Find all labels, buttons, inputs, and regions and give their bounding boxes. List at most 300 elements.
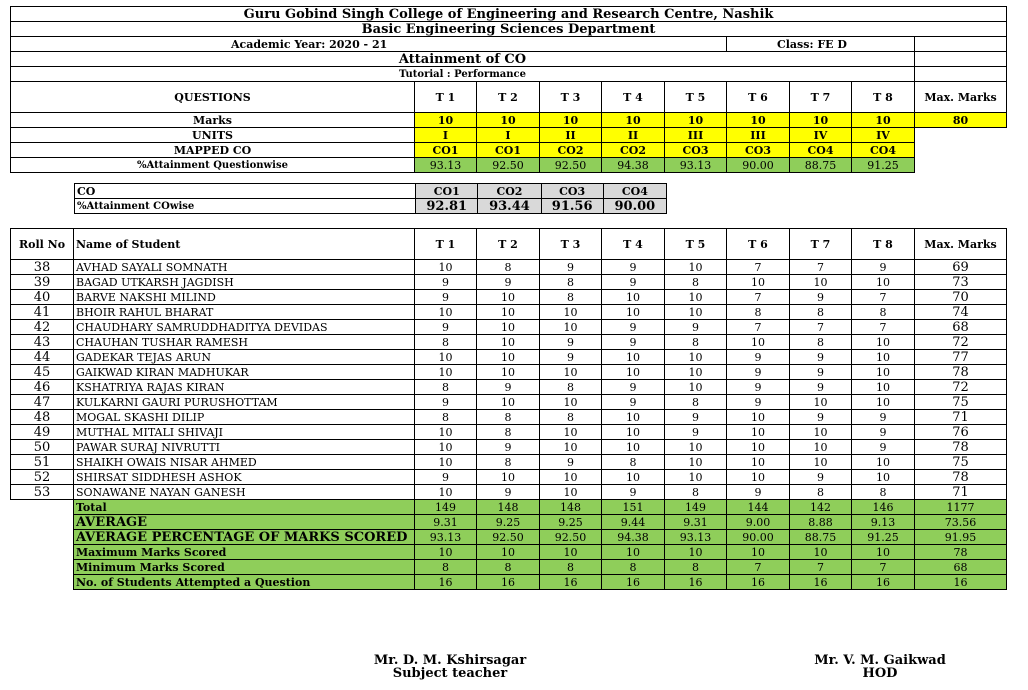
student-row: [11, 380, 1007, 395]
summary-cell: 10: [540, 545, 602, 560]
marks-cell: 10: [790, 113, 852, 128]
mark-cell: 9: [602, 260, 665, 275]
roll-no: 47: [11, 395, 74, 410]
student-row: [11, 410, 1007, 425]
student-row: [11, 440, 1007, 455]
summary-cell: 8.88: [790, 515, 852, 530]
mark-cell: 9: [790, 380, 852, 395]
mark-cell: 10: [790, 275, 852, 290]
mark-cell: 10: [540, 365, 602, 380]
mark-cell: 9: [852, 260, 915, 275]
roll-no: 42: [11, 320, 74, 335]
total-marks: 74: [915, 305, 1007, 320]
mark-cell: 10: [602, 305, 665, 320]
marks-cell: 10: [852, 113, 915, 128]
questions-label: QUESTIONS: [11, 82, 415, 113]
summary-label: AVERAGE PERCENTAGE OF MARKS SCORED: [74, 530, 415, 545]
mark-cell: 8: [415, 410, 477, 425]
mark-cell: 10: [665, 440, 727, 455]
question-header: T 1: [415, 229, 477, 260]
mark-cell: 10: [727, 440, 790, 455]
summary-label: Minimum Marks Scored: [74, 560, 415, 575]
total-marks: 71: [915, 410, 1007, 425]
roll-no-header: Roll No: [11, 229, 74, 260]
mark-cell: 10: [415, 350, 477, 365]
mapped-co-cell: CO2: [540, 143, 602, 158]
summary-cell: 10: [415, 545, 477, 560]
unit-cell: II: [540, 128, 602, 143]
roll-no: 51: [11, 455, 74, 470]
summary-cell: 94.38: [602, 530, 665, 545]
total-marks: 72: [915, 335, 1007, 350]
summary-cell: 7: [790, 560, 852, 575]
mark-cell: 10: [727, 275, 790, 290]
summary-cell: 10: [665, 545, 727, 560]
roll-no: 48: [11, 410, 74, 425]
co-attainment-header-table: [10, 6, 1007, 173]
mark-cell: 10: [540, 485, 602, 500]
student-row: [11, 365, 1007, 380]
summary-cell: 16: [602, 575, 665, 590]
mark-cell: 10: [852, 455, 915, 470]
question-header: T 3: [540, 229, 602, 260]
attainment-cowise-label: %Attainment COwise: [75, 199, 416, 214]
student-row: [11, 350, 1007, 365]
mark-cell: 9: [727, 395, 790, 410]
mark-cell: 10: [602, 410, 665, 425]
summary-cell: 93.13: [415, 530, 477, 545]
question-header: T 3: [540, 82, 602, 113]
student-name: GADEKAR TEJAS ARUN: [74, 350, 415, 365]
mark-cell: 9: [852, 410, 915, 425]
mark-cell: 10: [540, 425, 602, 440]
question-header: T 2: [477, 229, 540, 260]
mark-cell: 9: [727, 365, 790, 380]
student-row: [11, 275, 1007, 290]
mark-cell: 9: [477, 275, 540, 290]
mark-cell: 10: [602, 425, 665, 440]
summary-cell: 92.50: [477, 530, 540, 545]
summary-cell: 7: [852, 560, 915, 575]
mapped-co-cell: CO3: [727, 143, 790, 158]
mark-cell: 8: [540, 290, 602, 305]
report-title: Attainment of CO: [11, 52, 915, 67]
unit-cell: I: [415, 128, 477, 143]
mark-cell: 10: [415, 365, 477, 380]
mark-cell: 8: [790, 305, 852, 320]
marks-cell: 10: [602, 113, 665, 128]
blank-cell: [11, 515, 74, 530]
mark-cell: 10: [852, 275, 915, 290]
mark-cell: 9: [790, 290, 852, 305]
student-name: KULKARNI GAURI PURUSHOTTAM: [74, 395, 415, 410]
mapped-co-cell: CO2: [602, 143, 665, 158]
student-row: [11, 470, 1007, 485]
marks-cell: 10: [665, 113, 727, 128]
co-header: CO3: [541, 184, 603, 199]
student-row: [11, 455, 1007, 470]
question-header: T 7: [790, 82, 852, 113]
summary-cell: 92.50: [540, 530, 602, 545]
blank-cell: [11, 575, 74, 590]
mark-cell: 7: [852, 290, 915, 305]
mark-cell: 9: [665, 425, 727, 440]
blank-cell: [915, 67, 1007, 82]
units-label: UNITS: [11, 128, 415, 143]
attainment-cell: 88.75: [790, 158, 852, 173]
student-name: PAWAR SURAJ NIVRUTTI: [74, 440, 415, 455]
mark-cell: 8: [477, 260, 540, 275]
mark-cell: 8: [852, 485, 915, 500]
summary-cell: 8: [415, 560, 477, 575]
mark-cell: 10: [602, 350, 665, 365]
mark-cell: 8: [790, 335, 852, 350]
marks-cell: 10: [727, 113, 790, 128]
hod-role: HOD: [862, 666, 898, 681]
mark-cell: 7: [727, 260, 790, 275]
summary-cell: 8: [477, 560, 540, 575]
summary-cell: 10: [602, 545, 665, 560]
summary-row: [11, 575, 1007, 590]
co-header: CO4: [603, 184, 666, 199]
roll-no: 52: [11, 470, 74, 485]
student-row: [11, 485, 1007, 500]
summary-cell: 10: [727, 545, 790, 560]
attainment-cell: 93.13: [415, 158, 477, 173]
student-name: BAGAD UTKARSH JAGDISH: [74, 275, 415, 290]
marks-cell: 10: [477, 113, 540, 128]
question-header: T 6: [727, 82, 790, 113]
question-header: T 2: [477, 82, 540, 113]
question-header: T 8: [852, 82, 915, 113]
summary-cell: 149: [415, 500, 477, 515]
student-name: SHAIKH OWAIS NISAR AHMED: [74, 455, 415, 470]
college-name: Guru Gobind Singh College of Engineering and Research Centre, Nashik: [11, 7, 1007, 22]
mark-cell: 10: [540, 305, 602, 320]
student-row: [11, 395, 1007, 410]
mark-cell: 9: [852, 425, 915, 440]
total-marks: 78: [915, 365, 1007, 380]
academic-year: Academic Year: 2020 - 21: [11, 37, 727, 52]
mark-cell: 10: [477, 290, 540, 305]
student-name: GAIKWAD KIRAN MADHUKAR: [74, 365, 415, 380]
mark-cell: 7: [790, 260, 852, 275]
mark-cell: 9: [790, 350, 852, 365]
summary-row: [11, 515, 1007, 530]
roll-no: 53: [11, 485, 74, 500]
summary-total: 78: [915, 545, 1007, 560]
summary-cell: 9.31: [665, 515, 727, 530]
total-marks: 77: [915, 350, 1007, 365]
mapped-co-cell: CO4: [790, 143, 852, 158]
class-label: Class: FE D: [727, 37, 915, 52]
summary-row: [11, 530, 1007, 545]
blank-cell: [915, 158, 1007, 173]
question-header: T 1: [415, 82, 477, 113]
mark-cell: 9: [602, 335, 665, 350]
blank-cell: [915, 37, 1007, 52]
mark-cell: 9: [602, 485, 665, 500]
question-header: T 4: [602, 82, 665, 113]
summary-label: Total: [74, 500, 415, 515]
mark-cell: 9: [477, 485, 540, 500]
mark-cell: 9: [852, 440, 915, 455]
summary-cell: 88.75: [790, 530, 852, 545]
attainment-cell: 92.50: [540, 158, 602, 173]
mark-cell: 10: [540, 440, 602, 455]
mark-cell: 9: [540, 455, 602, 470]
student-row: [11, 320, 1007, 335]
summary-row: [11, 500, 1007, 515]
summary-cell: 90.00: [727, 530, 790, 545]
mark-cell: 10: [540, 320, 602, 335]
mark-cell: 10: [727, 335, 790, 350]
mark-cell: 8: [415, 335, 477, 350]
attainment-cell: 90.00: [727, 158, 790, 173]
co-attainment-cell: 92.81: [416, 199, 478, 214]
mark-cell: 8: [852, 305, 915, 320]
summary-cell: 10: [790, 545, 852, 560]
summary-total: 91.95: [915, 530, 1007, 545]
question-header: T 5: [665, 82, 727, 113]
mapped-co-cell: CO1: [415, 143, 477, 158]
co-label: CO: [75, 184, 416, 199]
student-row: [11, 335, 1007, 350]
mark-cell: 10: [852, 470, 915, 485]
student-marks-table: [10, 228, 1007, 590]
mark-cell: 10: [665, 290, 727, 305]
mark-cell: 10: [665, 380, 727, 395]
student-name: MUTHAL MITALI SHIVAJI: [74, 425, 415, 440]
mark-cell: 8: [665, 485, 727, 500]
mark-cell: 8: [477, 425, 540, 440]
student-row: [11, 305, 1007, 320]
roll-no: 43: [11, 335, 74, 350]
summary-row: [11, 545, 1007, 560]
total-marks: 78: [915, 470, 1007, 485]
summary-cell: 16: [790, 575, 852, 590]
mark-cell: 10: [665, 470, 727, 485]
student-name: BHOIR RAHUL BHARAT: [74, 305, 415, 320]
mark-cell: 10: [665, 455, 727, 470]
mark-cell: 10: [790, 455, 852, 470]
co-attainment-cell: 93.44: [478, 199, 541, 214]
mark-cell: 10: [602, 470, 665, 485]
summary-cell: 149: [665, 500, 727, 515]
question-header: T 7: [790, 229, 852, 260]
question-header: T 5: [665, 229, 727, 260]
mark-cell: 10: [790, 425, 852, 440]
summary-cell: 144: [727, 500, 790, 515]
mark-cell: 9: [602, 395, 665, 410]
mark-cell: 10: [540, 470, 602, 485]
unit-cell: III: [665, 128, 727, 143]
mark-cell: 7: [790, 320, 852, 335]
summary-cell: 9.31: [415, 515, 477, 530]
max-marks-header: Max. Marks: [915, 229, 1007, 260]
mark-cell: 10: [415, 260, 477, 275]
student-name: CHAUDHARY SAMRUDDHADITYA DEVIDAS: [74, 320, 415, 335]
summary-cell: 16: [415, 575, 477, 590]
mark-cell: 10: [477, 365, 540, 380]
roll-no: 49: [11, 425, 74, 440]
summary-cell: 16: [852, 575, 915, 590]
mark-cell: 9: [540, 335, 602, 350]
roll-no: 45: [11, 365, 74, 380]
summary-cell: 16: [477, 575, 540, 590]
total-marks: 73: [915, 275, 1007, 290]
mark-cell: 10: [665, 350, 727, 365]
student-name: KSHATRIYA RAJAS KIRAN: [74, 380, 415, 395]
total-marks: 71: [915, 485, 1007, 500]
total-marks: 75: [915, 395, 1007, 410]
unit-cell: IV: [852, 128, 915, 143]
attainment-cell: 94.38: [602, 158, 665, 173]
marks-label: Marks: [11, 113, 415, 128]
mark-cell: 10: [727, 470, 790, 485]
question-header: T 4: [602, 229, 665, 260]
total-marks: 70: [915, 290, 1007, 305]
mark-cell: 10: [665, 365, 727, 380]
mark-cell: 7: [852, 320, 915, 335]
mark-cell: 9: [540, 260, 602, 275]
unit-cell: II: [602, 128, 665, 143]
summary-row: [11, 560, 1007, 575]
summary-label: Maximum Marks Scored: [74, 545, 415, 560]
mark-cell: 9: [790, 410, 852, 425]
mapped-co-cell: CO4: [852, 143, 915, 158]
unit-cell: III: [727, 128, 790, 143]
mark-cell: 10: [852, 395, 915, 410]
mark-cell: 9: [415, 320, 477, 335]
summary-total: 73.56: [915, 515, 1007, 530]
mark-cell: 9: [477, 380, 540, 395]
co-header: CO2: [478, 184, 541, 199]
student-name: CHAUHAN TUSHAR RAMESH: [74, 335, 415, 350]
blank-cell: [11, 560, 74, 575]
mark-cell: 10: [852, 365, 915, 380]
blank-cell: [915, 143, 1007, 158]
summary-label: No. of Students Attempted a Question: [74, 575, 415, 590]
mark-cell: 9: [665, 320, 727, 335]
roll-no: 41: [11, 305, 74, 320]
subject-teacher-role: Subject teacher: [392, 666, 508, 681]
summary-cell: 9.44: [602, 515, 665, 530]
attainment-questionwise-label: %Attainment Questionwise: [11, 158, 415, 173]
student-name: SONAWANE NAYAN GANESH: [74, 485, 415, 500]
blank-cell: [915, 128, 1007, 143]
attainment-cell: 92.50: [477, 158, 540, 173]
student-name: SHIRSAT SIDDHESH ASHOK: [74, 470, 415, 485]
mark-cell: 10: [665, 260, 727, 275]
mapped-co-label: MAPPED CO: [11, 143, 415, 158]
summary-cell: 146: [852, 500, 915, 515]
blank-cell: [11, 545, 74, 560]
student-row: [11, 260, 1007, 275]
summary-cell: 93.13: [665, 530, 727, 545]
summary-total: 16: [915, 575, 1007, 590]
mark-cell: 10: [415, 305, 477, 320]
mark-cell: 10: [665, 305, 727, 320]
mapped-co-cell: CO1: [477, 143, 540, 158]
mark-cell: 8: [665, 395, 727, 410]
max-marks-total: 80: [915, 113, 1007, 128]
mark-cell: 9: [727, 350, 790, 365]
summary-cell: 142: [790, 500, 852, 515]
blank-cell: [11, 530, 74, 545]
mark-cell: 7: [727, 320, 790, 335]
summary-cell: 9.13: [852, 515, 915, 530]
total-marks: 78: [915, 440, 1007, 455]
roll-no: 38: [11, 260, 74, 275]
hod-signature: [780, 654, 980, 680]
mark-cell: 10: [477, 395, 540, 410]
unit-cell: I: [477, 128, 540, 143]
co-header: CO1: [416, 184, 478, 199]
mark-cell: 10: [477, 335, 540, 350]
mark-cell: 10: [540, 395, 602, 410]
mark-cell: 9: [477, 440, 540, 455]
mark-cell: 9: [415, 470, 477, 485]
mapped-co-cell: CO3: [665, 143, 727, 158]
marks-cell: 10: [415, 113, 477, 128]
summary-cell: 8: [602, 560, 665, 575]
mark-cell: 9: [727, 380, 790, 395]
mark-cell: 8: [665, 275, 727, 290]
blank-cell: [915, 52, 1007, 67]
hod-name: Mr. V. M. Gaikwad: [814, 653, 946, 668]
mark-cell: 8: [540, 410, 602, 425]
mark-cell: 10: [415, 440, 477, 455]
summary-cell: 151: [602, 500, 665, 515]
summary-cell: 16: [665, 575, 727, 590]
summary-total: 68: [915, 560, 1007, 575]
mark-cell: 10: [477, 320, 540, 335]
mark-cell: 9: [602, 275, 665, 290]
mark-cell: 10: [727, 425, 790, 440]
mark-cell: 9: [602, 380, 665, 395]
total-marks: 68: [915, 320, 1007, 335]
mark-cell: 10: [415, 485, 477, 500]
student-name: AVHAD SAYALI SOMNATH: [74, 260, 415, 275]
mark-cell: 10: [790, 395, 852, 410]
mark-cell: 10: [415, 425, 477, 440]
department-name: Basic Engineering Sciences Department: [11, 22, 1007, 37]
total-marks: 75: [915, 455, 1007, 470]
summary-cell: 9.25: [540, 515, 602, 530]
summary-cell: 10: [477, 545, 540, 560]
mark-cell: 8: [790, 485, 852, 500]
subject-teacher-name: Mr. D. M. Kshirsagar: [373, 653, 527, 668]
summary-cell: 91.25: [852, 530, 915, 545]
summary-cell: 16: [727, 575, 790, 590]
summary-cell: 148: [477, 500, 540, 515]
question-header: T 8: [852, 229, 915, 260]
co-attainment-cell: 90.00: [603, 199, 666, 214]
mark-cell: 9: [415, 290, 477, 305]
co-attainment-cell: 91.56: [541, 199, 603, 214]
total-marks: 72: [915, 380, 1007, 395]
mark-cell: 8: [540, 275, 602, 290]
mark-cell: 10: [415, 455, 477, 470]
attainment-cell: 93.13: [665, 158, 727, 173]
mark-cell: 10: [602, 365, 665, 380]
mark-cell: 8: [540, 380, 602, 395]
blank-cell: [11, 500, 74, 515]
summary-cell: 10: [852, 545, 915, 560]
mark-cell: 8: [477, 455, 540, 470]
student-row: [11, 290, 1007, 305]
